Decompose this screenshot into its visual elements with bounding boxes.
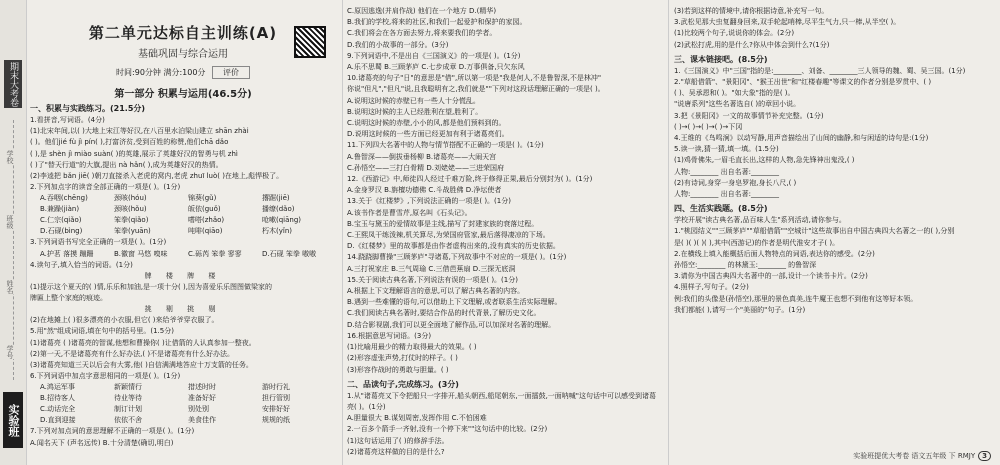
option-item: D.直到迎接: [40, 416, 76, 425]
option-item: A.护茗 落摸 蹦跚: [40, 249, 94, 258]
question-line: (2)武松打虎,用的是什么?你从中体会到什么?(1分): [674, 40, 830, 49]
question-line: A.鲁智深——倒拔垂杨柳 B.诸葛亮——大闹天宫: [347, 152, 497, 161]
option-item: D.石砚(bìng): [40, 227, 83, 236]
option-item: C.砾芮 笨拳 寥寥: [188, 249, 242, 258]
question-line: (2)在地摊上( )很多漂亮的小衣服,但它( )来给爷爷穿衣服了。: [30, 316, 219, 325]
option-item: B.兼躁(jiàn): [40, 205, 80, 214]
page-footer: [853, 451, 991, 461]
option-item: B.徽窗 马悠 嗅味: [114, 249, 168, 258]
option-item: 美食佳作: [188, 416, 216, 425]
question-line: (1)提示这个夏天的( )情,乐乐和加油,是一项十分( ),因为喜爱乐乐图图做梁家的: [30, 282, 272, 291]
option-item: 朽木(yǐn): [262, 227, 292, 236]
question-line: A.闻名天下 (声名远传) B.十分清楚(确切,明白): [30, 438, 174, 447]
question-column-middle: [347, 6, 662, 458]
question-line: (2)第一天,不是诸葛亮有什么好办法,( )不是诸葛亮有什么好办法。: [30, 349, 235, 358]
binding-spine: [0, 0, 27, 465]
spine-label-school: 学校: [6, 150, 14, 164]
option-row: [30, 415, 336, 426]
question-column-right: [669, 6, 997, 316]
question-line: (2)形容虚张声势,打仗时的样子。( ): [347, 354, 458, 363]
section-heading: 一、积累与实践练习。(21.5分): [30, 104, 146, 113]
question-line: A.根据上下文理解语言的意思,可以了解古典名著的内容。: [347, 287, 525, 296]
question-line: A.该书作者是曹雪芹,原名叫《石头记》。: [347, 208, 472, 217]
option-item: 游时行礼: [262, 383, 290, 392]
question-line: B.说明这时候的主人已经胜利在望,胜利了。: [347, 107, 483, 116]
option-item: 措述时时: [188, 383, 216, 392]
section-heading: 三、课本链接吧。(8.5分): [674, 54, 768, 64]
question-line: 牌 楼 牌 楼: [144, 271, 222, 280]
option-item: 吨啡(qiāo): [188, 227, 223, 236]
question-line: C.说明这时候的赤壁,小小的风,都是他们预料到的。: [347, 119, 506, 128]
option-item: 规规的纸: [262, 416, 290, 425]
question-line: 14.跷跷脚曹操"三顾茅庐"寻诸葛,下列故事中不对应的一项是( )。(1分): [347, 253, 567, 262]
option-item: 安排好好: [262, 405, 290, 414]
option-item: D.石砚 笨拳 嗷嗷: [262, 249, 317, 258]
question-line: 2.在横线上填入能概括后面人物特点的词语,表达你的感受。(2分): [674, 249, 875, 258]
option-item: 制订计划: [114, 405, 142, 414]
option-row: [30, 393, 336, 404]
option-item: 锦葵(gǔ): [188, 194, 217, 203]
question-line: 11.下列四大名著中的人物与情节搭配不正确的一项是( )。(1分): [347, 141, 544, 150]
spine-label-number: 学号: [6, 345, 14, 359]
question-line: 3.把《景阳冈》一文的故事情节补充完整。(1分): [674, 111, 824, 120]
question-line: 1.看拼音,写词语。(4分): [30, 116, 105, 124]
option-row: [30, 215, 336, 226]
option-item: A.鸿运军事: [40, 383, 75, 392]
question-line: 4.读句子,填入恰当的词语。(1分): [30, 260, 133, 269]
section-heading: 二、品读句子,完成练习。(3分): [347, 379, 459, 389]
question-line: "说唐系列"这些名著选自( )的章回小说。: [674, 100, 801, 109]
option-row: [30, 249, 336, 260]
exam-info: [30, 66, 336, 79]
question-line: 1.从"诸葛亮又下令把船只一字排开,船头朝西,船尾朝东,一面擂鼓,一面呐喊"这句话中可以感受到诸葛: [347, 391, 657, 400]
question-line: (3)若到这样的情境中,请你根据诗意,补充写一句。: [674, 7, 829, 15]
option-row: [30, 204, 336, 215]
question-line: 牌匾上整个家庭的痕迹。: [30, 294, 107, 303]
option-row: [30, 193, 336, 204]
question-line: 5.用"然"组成词语,填在句中的括号里。(1.5分): [30, 327, 174, 336]
question-line: B.宝玉与黛玉的爱情故事是主线,描写了封建家族的衰落过程。: [347, 219, 539, 228]
question-line: ( )、吴承恩和( )。"如大象"指的是( )。: [674, 89, 795, 98]
question-line: (2)诸葛亮这样做的目的是什么?: [347, 447, 445, 456]
option-item: 依依不舍: [114, 416, 142, 425]
question-line: B.遇到一些难懂的语句,可以借助上下文理解,或者联系生活实际理解。: [347, 298, 562, 307]
page-number: 3: [978, 451, 991, 461]
spine-label-class: 班级: [6, 215, 14, 229]
question-line: D.我们的小故事的一部分。(3分): [347, 40, 449, 49]
question-column-left: [30, 103, 336, 449]
question-line: 例:我们的头像是(孙悟空),那里的景色真美,连牛魔王也想不到他有这等好本领。: [674, 294, 918, 303]
option-item: 待业等待: [114, 394, 142, 403]
footer-text: 实验班提优大考卷 语文五年级 下 RMJY: [853, 452, 976, 460]
question-line: 3.武松见那大虫复翻身回来,双手轮起哨棒,尽平生气力,只一棒,从半空( )。: [674, 18, 901, 27]
option-item: 皈依(guǒ): [188, 205, 221, 214]
brand-logo: 期末大考卷: [4, 60, 22, 108]
question-line: A.说明这时候的赤壁已有一些人十分慌乱。: [347, 96, 480, 105]
question-line: A.金身罗汉 B.旃檀功德佛 C.斗战胜佛 D.净坛使者: [347, 186, 502, 195]
question-line: 4.王维的《鸟鸣涧》以动写静,用声音描绘出了山间的幽静,和与闲适的诗句是:(1分): [674, 134, 929, 143]
question-line: 10.诸葛亮的句子"日"的意思是"借",所以第一项是"我是何人,不是鲁智深,不是林冲": [347, 74, 602, 83]
full-score: 满分:100分: [163, 68, 206, 77]
question-line: (3)诸葛亮知道三天以后会有大雾,他( )自信满满地答应十万支箭的任务。: [30, 361, 253, 370]
option-row: [30, 226, 336, 237]
page-right: [668, 0, 997, 465]
option-item: 新颖情行: [114, 383, 142, 392]
question-line: (1)鸡骨佛朱,一眉毛直长出,这样的人物,急先锋神出鬼没,( ): [674, 156, 855, 165]
question-line: 挑 剔 挑 剔: [144, 305, 222, 314]
question-line: ( )。他们jié fù jì pín( ),打富济贫,受到百姓的称赞,他们chā dǎo: [30, 138, 229, 147]
question-line: 12.《西游记》中,师徒四人经过千难万险,终于修得正果,最后分别封为( )。(1分): [347, 175, 593, 184]
question-line: 3.下列词语书写完全正确的一项是( )。(1分): [30, 238, 167, 247]
question-line: 2.下列加点字的读音全部正确的一项是( )。(1分): [30, 183, 181, 192]
option-item: 准备好好: [188, 394, 216, 403]
question-line: 你说"但凡","但凡"说,且我聪明有之,我们就是""下列对这段话理解正确的一项是( )。: [347, 85, 605, 94]
question-line: (1)比较两个句子,说说你的体会。(2分): [674, 29, 795, 38]
question-line: 学校开展"读古典名著,品百味人生"系列活动,请你参与。: [674, 216, 846, 225]
qr-code-icon: [294, 26, 326, 58]
question-line: (2)李逵把 bǎn jiē( )朝刀直接杀入老虎的窝内,老虎 zhuī luò( )在地上,彪悍极了。: [30, 172, 284, 181]
option-item: 嗜嗒(zhǎo): [188, 216, 225, 225]
option-item: 颈咳(hǒu): [114, 205, 147, 214]
question-line: 人物:________ 出自名著:________: [674, 190, 779, 199]
brand-badge: 实验班: [3, 392, 23, 448]
question-line: C.王熙凤干练泼辣,机关算尽,为荣国府管家,最后落得凄凉的下场。: [347, 231, 550, 240]
question-line: 2.一百多个箭手一齐射,没有一个停下来""这句话中的比较。(2分): [347, 425, 548, 434]
option-item: 呛嗽(qiāng): [262, 216, 302, 225]
question-line: D.说明这时候的一些方面已经更加有利于诸葛亮们。: [347, 130, 509, 139]
question-line: 亮( )。(1分): [347, 402, 386, 411]
question-line: ( )了"替天行道"的大旗,提出 nà hǎn( ),成为英雄好汉的热情。: [30, 160, 223, 169]
option-item: B.招待客人: [40, 394, 76, 403]
question-line: C.我们将会在各方面去努力,将来要我们的学者。: [347, 29, 497, 38]
question-line: D.《红楼梦》里的故事都是由作者虚构出来的,没有真实的历史依据。: [347, 242, 560, 251]
question-line: A.胆量很大 B.谋划周密,发挥作用 C.不怕困难: [347, 414, 487, 423]
question-line: (1)这句话运用了( )的修辞手法。: [347, 436, 449, 445]
section-heading: 四、生活实践题。(8.5分): [674, 204, 768, 214]
option-item: C.动话完全: [40, 405, 76, 414]
option-item: 笨拳(yuān): [114, 227, 151, 236]
question-line: (1)比喻用最少的精力取得最大的效果。( ): [347, 343, 477, 352]
option-item: 撂踞(jiē): [262, 194, 290, 203]
question-line: A.乐不思蜀 B.三顾茅庐 C.七步成章 D.万事俱备,只欠东风: [347, 63, 525, 72]
question-line: 16.根据意思写词语。(3分): [347, 331, 432, 340]
option-row: [30, 404, 336, 415]
question-line: 6.下列词语中加点字意思相同的一项是( )。(1分): [30, 372, 181, 381]
option-item: 笨拳(qiǎo): [114, 216, 149, 225]
question-line: ( )→( )→( )→( )→下冈: [674, 122, 743, 131]
question-line: 人物:________ 出自名著:________: [674, 167, 779, 176]
question-line: 5.读一读,猜一猜,填一填。(1.5分): [674, 145, 779, 154]
question-line: (1)诸葛亮 ( )诸葛亮的智谋,他想和曹操你( )让借箭的人认真参加一整夜。: [30, 338, 256, 347]
option-item: 担行管别: [262, 394, 290, 403]
page-title: 第二单元达标自主训练(A): [88, 24, 278, 42]
option-item: A.吞咽(chēng): [40, 194, 88, 203]
question-line: 1."桃园结义""三顾茅庐""草船借箭""空城计"这些故事出自中国古典四大名著之一的( ),分别: [674, 227, 955, 236]
question-line: 2."草船借箭"、"景阳冈"、"猴王出世"和"红楼春趣"等课文的作者分别是罗贯中、( ): [674, 78, 932, 87]
question-line: 15.关于阅读古典名著,下列说法有误的一项是( )。(1分): [347, 275, 518, 284]
question-line: 3.请你为中国古典四大名著中的一部,设计一个读书卡片。(2分): [674, 272, 868, 281]
question-line: C.孙悟空——三打白骨精 D.刘姥姥——三进荣国府: [347, 163, 504, 172]
question-line: 是( )( )( )( ),其中(西游记)的作者是明代淮安才子( )。: [674, 238, 840, 247]
question-line: A.三打祝家庄 B.三气周瑜 C.三借芭蕉扇 D.三探无底洞: [347, 264, 516, 273]
page-left: [30, 0, 336, 465]
spine-label-name: 姓名: [6, 280, 14, 294]
question-line: 孙悟空:________ 的林黛玉:________ 的鲁智深: [674, 261, 817, 270]
score-box[interactable]: 评价: [212, 66, 250, 79]
question-line: 7.下列对加点词的意思理解不正确的一项是( )。(1分): [30, 427, 195, 436]
time-limit: 时间:90分钟: [116, 68, 161, 77]
question-line: 4.照样子,写句子。(2分): [674, 283, 749, 292]
question-line: (1)北宋年间,以( )大地上宋江等好汉,在八百里水泊梁山建立 shān zhài: [30, 127, 249, 136]
page-subtitle: 基础巩固与综合运用: [138, 49, 228, 60]
question-line: (2)有诗词,身穿一身皂罗袍,身长八尺,( ): [674, 178, 797, 187]
option-item: C.仁宗(qiǎo): [40, 216, 82, 225]
part-title: 第一部分 积累与运用(46.5分): [114, 89, 252, 100]
question-line: 1.《三国演义》中"三国"指的是:________、刘备、________三人领导的魏、蜀、吴三国。(1分): [674, 66, 966, 75]
option-row: [30, 382, 336, 393]
question-line: ( ),是 shèn jì miào suàn( )的英雄,展示了英雄好汉的智勇与机 zhì: [30, 149, 238, 158]
option-item: 播缭(dǎo): [262, 205, 295, 214]
option-item: 别处别: [188, 405, 209, 414]
question-line: (3)形容作战时的勇敢与胆量。( ): [347, 365, 449, 374]
page-middle: [342, 0, 662, 465]
question-line: B.我们的学校,将来的社区,和我们一起爱护和保护的家园。: [347, 18, 527, 27]
option-item: 颈咳(hóu): [114, 194, 147, 203]
question-line: C.原因逃逸(并肩作战) 他们在一个地方 D.(精华): [347, 7, 497, 15]
question-line: D.结合影视剧,我们可以更全面地了解作品,可以加深对名著的理解。: [347, 320, 556, 329]
question-line: 9.下列词语中,不是出自《三国演义》的一项是( )。(1分): [347, 51, 521, 60]
question-line: C.我们阅读古典名著时,要结合作品的时代背景,了解历史文化。: [347, 309, 541, 318]
question-line: 我们都能( ),请写一个"美丽的"句子。(1分): [674, 305, 806, 314]
question-line: 13.关于《红楼梦》,下列说法正确的一项是( )。(1分): [347, 197, 511, 206]
